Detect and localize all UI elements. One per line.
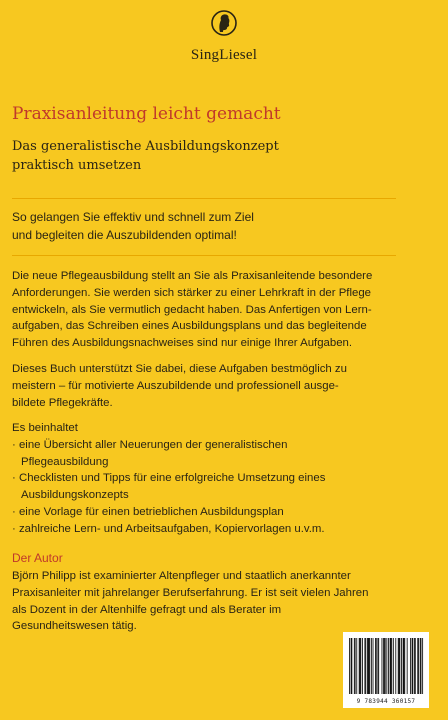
barcode-bar bbox=[414, 638, 415, 694]
barcode-bar bbox=[369, 638, 370, 694]
paragraph-line: aufgaben, das Schreiben eines Ausbildungsplans und das begleitende bbox=[12, 320, 367, 333]
barcode-bar bbox=[376, 638, 377, 694]
barcode-bar bbox=[385, 638, 386, 694]
author-line: Björn Philipp ist examinierter Altenpfleger und staatlich anerkannter bbox=[12, 570, 351, 582]
barcode-bar bbox=[367, 638, 368, 694]
barcode-bar bbox=[382, 638, 383, 694]
list-item bbox=[12, 504, 442, 521]
barcode-bar bbox=[364, 638, 365, 694]
author-line: als Dozent in der Altenhilfe gefragt und als Berater im bbox=[12, 603, 282, 616]
barcode-bar bbox=[362, 638, 363, 694]
subtitle-line: Das generalistische Ausbildungskonzept bbox=[12, 139, 279, 154]
list-intro: Es beinhaltet bbox=[12, 422, 78, 434]
barcode-bar bbox=[420, 638, 421, 694]
list-item-text: zahlreiche Lern- und Arbeitsaufgaben, Kopiervorlagen u.v.m. bbox=[18, 522, 325, 535]
barcode-bar bbox=[412, 638, 413, 694]
barcode-bar bbox=[399, 638, 400, 694]
paragraph-line: entwickeln, als Sie vermutlich gedacht haben. Das Anfertigen von Lern- bbox=[12, 303, 372, 316]
barcode-bar bbox=[403, 638, 404, 694]
barcode-bar bbox=[399, 638, 400, 694]
barcode-bar bbox=[407, 638, 408, 694]
list-item-text: Ausbildungskonzepts bbox=[21, 489, 129, 502]
barcode-bar bbox=[349, 638, 350, 694]
barcode-bar bbox=[351, 638, 352, 694]
barcode-bar bbox=[375, 638, 376, 694]
barcode-bar bbox=[395, 638, 396, 694]
paragraph-line: Anforderungen. Sie werden sich stärker zu einer Lehrkraft in der Pflege bbox=[12, 286, 371, 299]
author-heading: Der Autor bbox=[12, 551, 63, 565]
barcode-bar bbox=[377, 638, 378, 694]
barcode-bar bbox=[378, 638, 379, 694]
barcode-bar bbox=[369, 638, 370, 694]
barcode-bar bbox=[355, 638, 356, 694]
barcode-bar bbox=[390, 638, 391, 694]
barcode-bar bbox=[393, 638, 394, 694]
barcode-bar bbox=[383, 638, 384, 694]
barcode-bar bbox=[421, 638, 422, 694]
divider-top bbox=[12, 198, 396, 199]
barcode-bar bbox=[403, 638, 404, 694]
barcode-bar bbox=[404, 638, 405, 694]
contents-list bbox=[12, 420, 442, 538]
tagline bbox=[12, 208, 432, 244]
paragraph-line: Führen des Ausbildungsnachweises sind nur einige Ihrer Aufgaben. bbox=[12, 337, 353, 350]
barcode-bar bbox=[371, 638, 372, 694]
book-subtitle bbox=[12, 137, 412, 175]
barcode-bar bbox=[391, 638, 392, 694]
paragraph-line: Die neue Pflegeausbildung stellt an Sie als Praxisanleitende besondere bbox=[12, 270, 373, 282]
barcode-bar bbox=[410, 638, 411, 694]
barcode-bar bbox=[417, 638, 418, 694]
list-item-text: eine Vorlage für einen betrieblichen Ausbildungsplan bbox=[18, 505, 284, 518]
barcode bbox=[343, 632, 429, 708]
barcode-bar bbox=[354, 638, 355, 694]
list-item bbox=[12, 521, 442, 538]
author-line: Praxisanleiter mit jahrelanger Berufserfahrung. Er ist seit vielen Jahren bbox=[12, 586, 369, 599]
barcode-bar bbox=[368, 638, 369, 694]
tagline-line: So gelangen Sie effektiv und schnell zum Ziel bbox=[12, 210, 254, 224]
barcode-bar bbox=[356, 638, 357, 694]
silhouette-head-icon bbox=[211, 8, 237, 42]
intro-paragraph bbox=[12, 268, 442, 352]
barcode-bar bbox=[398, 638, 399, 694]
barcode-bar bbox=[388, 638, 389, 694]
paragraph-line: meistern – für motivierte Auszubildende und professionell ausge- bbox=[12, 379, 339, 392]
author-line: Gesundheitswesen tätig. bbox=[12, 620, 137, 633]
barcode-bar bbox=[422, 638, 423, 694]
isbn-number: 9 783944 360157 bbox=[356, 698, 416, 705]
barcode-bar bbox=[365, 638, 366, 694]
barcode-bar bbox=[360, 638, 361, 694]
barcode-bar bbox=[373, 638, 374, 694]
publisher-name: SingLiesel bbox=[190, 47, 258, 63]
book-headline: Praxisanleitung leicht gemacht bbox=[12, 104, 281, 124]
barcode-bar bbox=[384, 638, 385, 694]
barcode-bar bbox=[401, 638, 402, 694]
barcode-bar bbox=[390, 638, 391, 694]
barcode-bar bbox=[359, 638, 360, 694]
list-item-text: eine Übersicht aller Neuerungen der generalistischen bbox=[18, 438, 288, 451]
list-item bbox=[12, 437, 442, 471]
paragraph-line: Dieses Buch unterstützt Sie dabei, diese Aufgaben bestmöglich zu bbox=[12, 363, 347, 375]
barcode-bar bbox=[351, 638, 352, 694]
list-item-text: Checklisten und Tipps für eine erfolgreiche Umsetzung eines bbox=[18, 472, 326, 485]
barcode-bar bbox=[386, 638, 387, 694]
support-paragraph bbox=[12, 361, 442, 411]
list-item bbox=[12, 470, 442, 504]
barcode-bar bbox=[412, 638, 413, 694]
tagline-line: und begleiten die Auszubildenden optimal! bbox=[12, 228, 237, 242]
subtitle-line: praktisch umsetzen bbox=[12, 158, 142, 173]
barcode-bar bbox=[415, 638, 416, 694]
barcode-bars bbox=[343, 632, 429, 696]
barcode-bar bbox=[360, 638, 361, 694]
list-item-text: Pflegeausbildung bbox=[21, 455, 109, 468]
paragraph-line: bildete Pflegekräfte. bbox=[12, 396, 113, 409]
barcode-bar bbox=[418, 638, 419, 694]
divider-middle bbox=[12, 255, 396, 256]
author-bio bbox=[12, 568, 432, 635]
publisher-logo bbox=[0, 8, 448, 64]
